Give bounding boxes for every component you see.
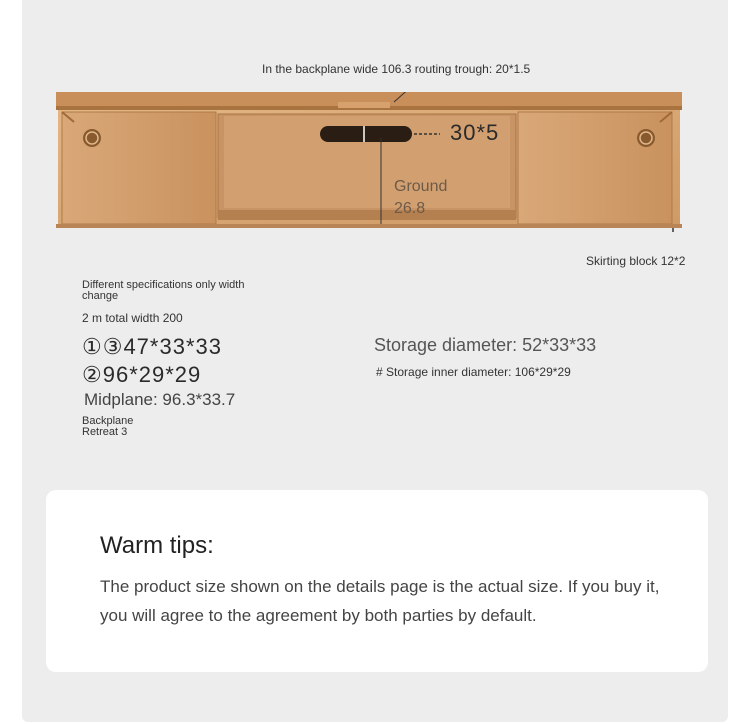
skirting-block-label: Skirting block 12*2 xyxy=(586,254,686,268)
total-width: 2 m total width 200 xyxy=(82,311,183,325)
cable-hole xyxy=(320,126,412,142)
warm-tips-body: The product size shown on the details page is the actual size. If you buy it, you will agree to the agreement by both parties by default. xyxy=(100,577,660,625)
midplane: Midplane: 96.3*33.7 xyxy=(84,390,236,409)
routing-trough-label: In the backplane wide 106.3 routing trough: 20*1.5 xyxy=(262,62,531,76)
warm-tips-title: Warm tips: xyxy=(100,532,214,559)
spec-note: Different specifications only width change xyxy=(82,279,245,302)
ground-label: Ground xyxy=(394,178,448,195)
backplane-value: Retreat 3 xyxy=(82,426,128,438)
size-2: ②96*29*29 xyxy=(82,362,202,387)
right-door xyxy=(518,112,672,224)
backplane-label: Backplane xyxy=(82,415,134,427)
warm-tips-card xyxy=(46,490,708,672)
storage-inner-diameter: # Storage inner diameter: 106*29*29 xyxy=(376,365,571,379)
size-1-3: ①③47*33*33 xyxy=(82,334,222,359)
left-door xyxy=(62,112,216,224)
storage-diameter: Storage diameter: 52*33*33 xyxy=(374,335,597,355)
hole-size-label: 30*5 xyxy=(450,120,500,145)
ground-value: 26.8 xyxy=(394,200,426,217)
tv-cabinet-image xyxy=(56,92,682,232)
